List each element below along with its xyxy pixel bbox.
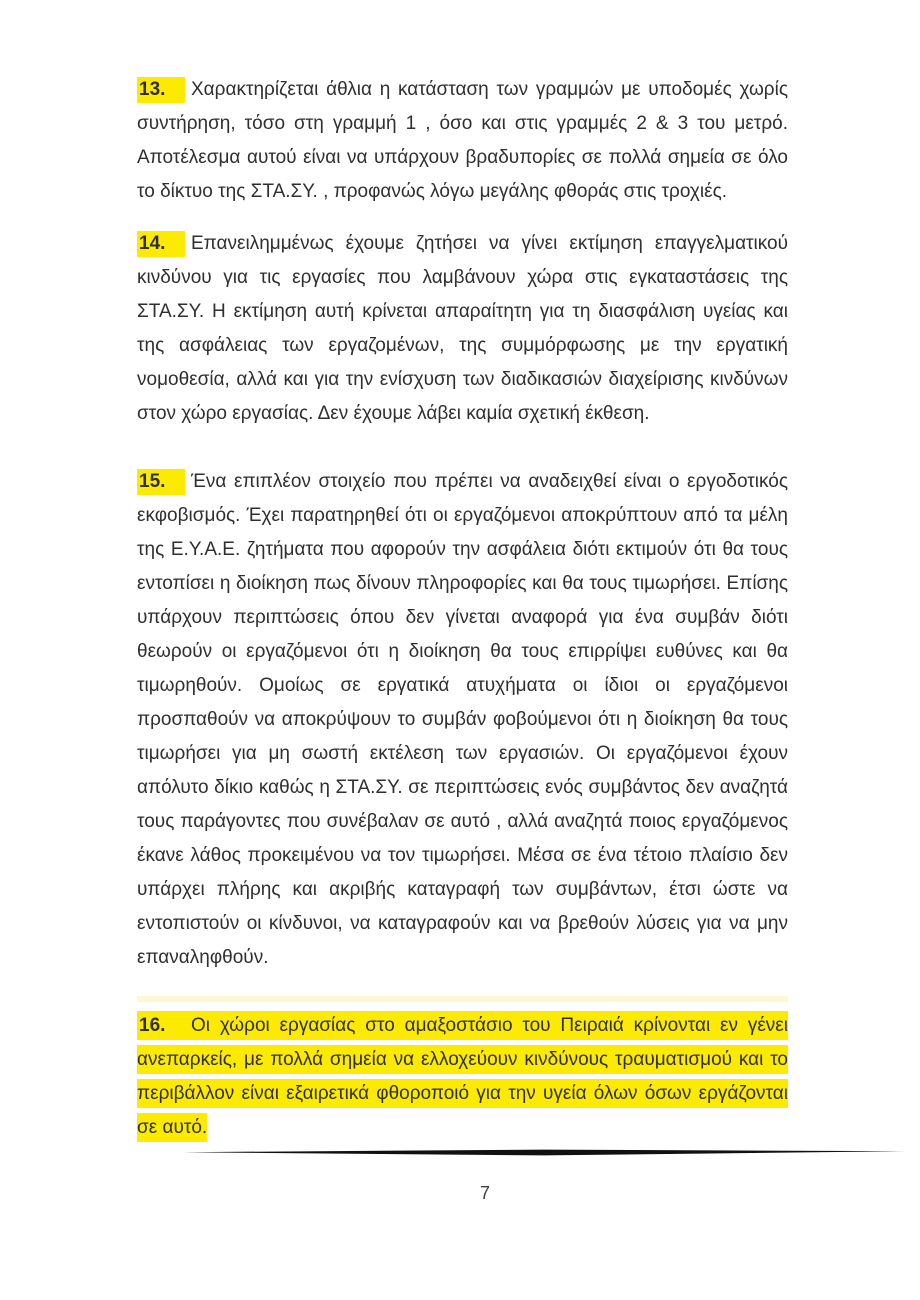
footer-rule-shape	[183, 1150, 905, 1156]
highlighted-text-run: 16. Οι χώροι εργασίας στο αμαξοστάσιο του Πειραιά κρίνονται εν γένει ανεπαρκείς, με πολλά σημεία να ελλοχεύουν κινδύνους τραυματισμού και το περιβάλλον είναι εξαιρετικά φθοροποιό για την υγεία όλων όσων εργάζονται σε αυτό.	[137, 1011, 788, 1142]
text-run: 15. Ένα επιπλέον στοιχείο που πρέπει να αναδειχθεί είναι ο εργοδοτικός εκφοβισμός. Έχει παρατηρηθεί ότι οι εργαζόμενοι αποκρύπτουν από τα μέλη της Ε.Υ.Α.Ε. ζητήματα που αφορούν την ασφάλεια διότι εκτιμούν ότι θα τους εντοπίσει η διοίκηση πως δίνουν πληροφορίες και θα τους τιμωρήσει. Επίσης υπάρχουν περιπτώσεις όπου δεν γίνεται αναφορά για ένα συμβάν διότι θεωρούν οι εργαζόμενοι ότι η διοίκηση θα τους επιρρίψει ευθύνες και θα τιμωρηθούν. Ομοίως σε εργατικά ατυχήματα οι ίδιοι οι εργαζόμενοι προσπαθούν να αποκρύψουν το συμβάν φοβούμενοι ότι η διοίκηση θα τους τιμωρήσει για μη σωστή εκτέλεση των εργασιών. Οι εργαζόμενοι έχουν απόλυτο δίκιο καθώς η ΣΤΑ.ΣΥ. σε περιπτώσεις ενός συμβάντος δεν αναζητά τους παράγοντες που συνέβαλαν σε αυτό , αλλά αναζητά ποιος εργαζόμενος έκανε λάθος προκειμένου να τον τιμωρήσει. Μέσα σε ένα τέτοιο πλαίσιο δεν υπάρχει πλήρης και ακριβής καταγραφή των συμβάντων, έτσι ώστε να εντοπιστούν οι κίνδυνοι, να καταγραφούν και να βρεθούν λύσεις για να μην επαναληφθούν.	[137, 471, 788, 968]
paragraph-15	[137, 465, 788, 975]
paragraph-13	[137, 73, 788, 209]
paragraph-16	[137, 1009, 788, 1145]
text-column	[137, 73, 788, 1145]
paragraph-number: 15.	[137, 469, 185, 495]
paragraph-number: 16.	[139, 1015, 166, 1036]
pale-highlight-strip	[137, 996, 788, 1002]
paragraph-number: 13.	[137, 77, 185, 103]
paragraph-14	[137, 227, 788, 431]
text-run: 14. Επανειλημμένως έχουμε ζητήσει να γίνει εκτίμηση επαγγελματικού κινδύνου για τις εργασίες που λαμβάνουν χώρα στις εγκαταστάσεις της ΣΤΑ.ΣΥ. Η εκτίμηση αυτή κρίνεται απαραίτητη για τη διασφάλιση υγείας και της ασφάλειας των εργαζομένων, της συμμόρφωσης με την εργατική νομοθεσία, αλλά και για την ενίσχυση των διαδικασιών διαχείρισης κινδύνων στον χώρο εργασίας. Δεν έχουμε λάβει καμία σχετική έκθεση.	[137, 233, 788, 424]
text-run: 13. Χαρακτηρίζεται άθλια η κατάσταση των γραμμών με υποδομές χωρίς συντήρηση, τόσο στη γραμμή 1 , όσο και στις γραμμές 2 & 3 του μετρό. Αποτέλεσμα αυτού είναι να υπάρχουν βραδυπορίες σε πολλά σημεία σε όλο το δίκτυο της ΣΤΑ.ΣΥ. , προφανώς λόγω μεγάλης φθοράς στις τροχιές.	[137, 79, 788, 202]
footer-rule	[183, 1149, 905, 1156]
page-number: 7	[479, 1183, 491, 1203]
paragraph-number: 14.	[137, 231, 185, 257]
